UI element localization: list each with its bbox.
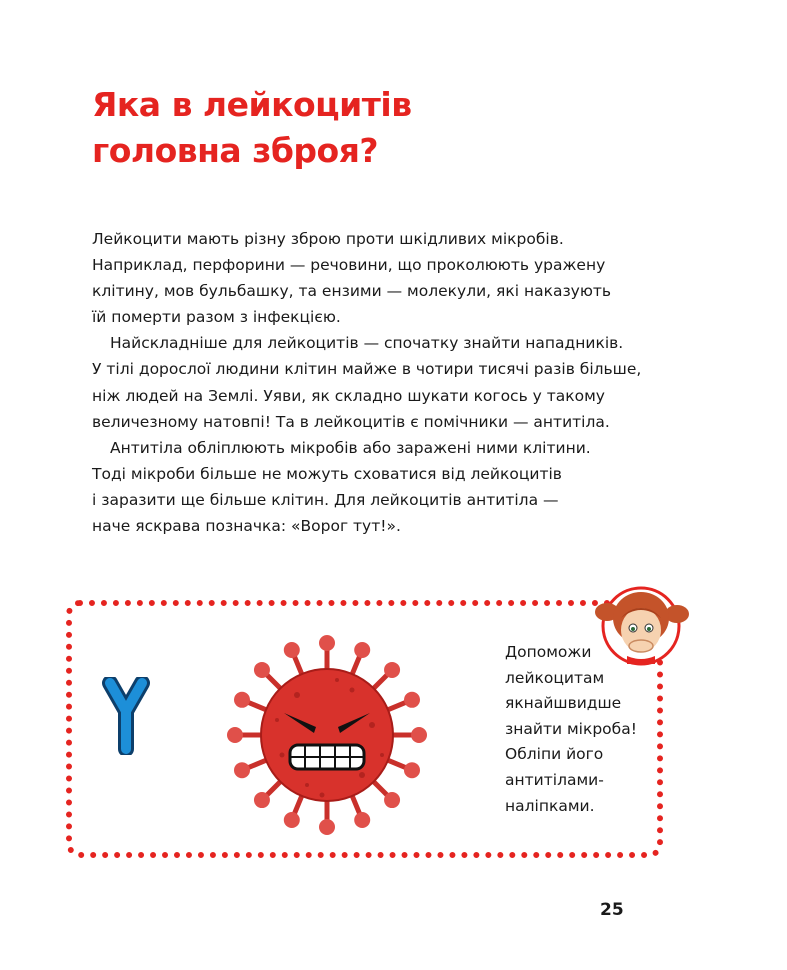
instruction-line: Допоможи bbox=[505, 643, 592, 661]
page-number: 25 bbox=[600, 900, 624, 920]
body-text bbox=[92, 226, 662, 539]
body-line: Антитіла обліплюють мікробів або заражені ними клітини. bbox=[110, 438, 591, 457]
body-line: Наприклад, перфорини — речовини, що проколюють уражену bbox=[92, 256, 606, 275]
body-line: Тоді мікроби більше не можуть сховатися від лейкоцитів bbox=[92, 464, 562, 483]
body-line: їй померти разом з інфекцією. bbox=[92, 308, 341, 327]
body-line: ніж людей на Землі. Уяви, як складно шукати когось у такому bbox=[92, 386, 605, 405]
girl-avatar-icon bbox=[593, 584, 693, 670]
instruction-line: Обліпи його bbox=[505, 745, 604, 764]
body-line: У тілі дорослої людини клітин майже в чотири тисячі разів більше, bbox=[92, 360, 642, 379]
title-line-2: головна зброя? bbox=[92, 131, 379, 170]
instruction-line: наліпками. bbox=[505, 796, 595, 815]
virus-icon bbox=[212, 635, 442, 839]
body-line: Найскладніше для лейкоцитів — спочатку знайти нападників. bbox=[110, 334, 624, 353]
instruction-line: антитілами- bbox=[505, 770, 604, 789]
body-line: величезному натовпі! Та в лейкоцитів є помічники — антитіла. bbox=[92, 412, 610, 431]
instruction-line: якнайшвидше bbox=[505, 694, 622, 713]
instruction-line: лейкоцитам bbox=[505, 668, 605, 687]
body-line: наче яскрава позначка: «Ворог тут!». bbox=[92, 517, 401, 536]
page-title bbox=[92, 82, 412, 174]
instruction-line: знайти мікроба! bbox=[505, 719, 637, 738]
antibody-icon bbox=[98, 677, 154, 759]
title-line-1: Яка в лейкоцитів bbox=[92, 85, 412, 124]
body-line: Лейкоцити мають різну зброю проти шкідливих мікробів. bbox=[92, 230, 564, 248]
body-line: клітину, мов бульбашку, та ензими — молекули, які наказують bbox=[92, 282, 612, 301]
body-line: і заразити ще більше клітин. Для лейкоцитів антитіла — bbox=[92, 490, 559, 509]
activity-panel bbox=[80, 615, 474, 845]
